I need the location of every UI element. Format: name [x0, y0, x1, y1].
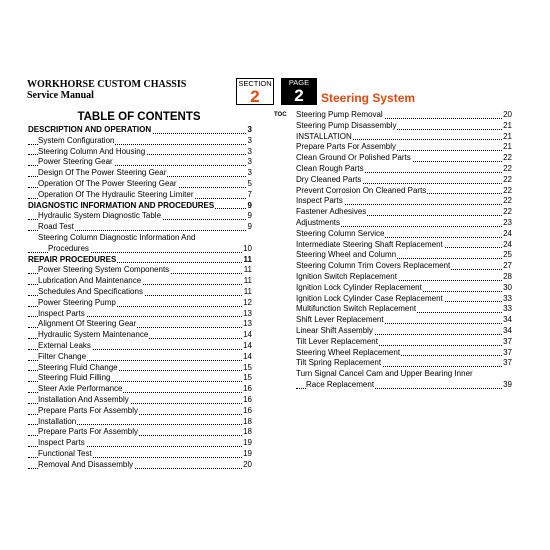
- toc-entry-title: Steering Column Diagnostic Information And: [38, 232, 196, 242]
- toc-entry-page: 22: [503, 163, 512, 173]
- toc-entry-page: 21: [503, 142, 512, 152]
- toc-entry-title: Inspect Parts: [296, 196, 343, 206]
- toc-entry-page: 14: [243, 330, 252, 340]
- toc-entry[interactable]: [296, 196, 512, 207]
- toc-entry[interactable]: [296, 283, 512, 294]
- toc-entry-page: 37: [503, 347, 512, 357]
- toc-entry-page: 33: [503, 293, 512, 303]
- toc-entry[interactable]: [296, 153, 512, 164]
- toc-entry-title: Inspect Parts: [38, 438, 85, 448]
- toc-entry-title: Operation Of The Hydraulic Steering Limiter: [38, 189, 194, 199]
- toc-entry-title: Linear Shift Assembly: [296, 325, 373, 335]
- toc-entry[interactable]: [28, 309, 252, 320]
- toc-entry[interactable]: [28, 233, 252, 244]
- toc-entry-title: Clean Ground Or Polished Parts: [296, 153, 411, 163]
- toc-entry[interactable]: [296, 348, 512, 359]
- toc-entry[interactable]: [296, 380, 512, 391]
- toc-entry[interactable]: [296, 218, 512, 229]
- page-label: PAGE: [288, 78, 310, 87]
- toc-entry[interactable]: [28, 460, 252, 471]
- toc-entry-title: Tilt Spring Replacement: [296, 358, 382, 368]
- toc-entry-page: 34: [503, 325, 512, 335]
- toc-entry-title: Prepare Parts For Assembly: [296, 142, 397, 152]
- toc-entry[interactable]: [296, 175, 512, 186]
- toc-entry[interactable]: [296, 186, 512, 197]
- toc-entry-title: Prevent Corrosion On Cleaned Parts: [296, 185, 427, 195]
- page-indicator: [281, 78, 317, 105]
- toc-entry[interactable]: [28, 157, 252, 168]
- toc-entry-page: 16: [243, 384, 252, 394]
- toc-entry[interactable]: [28, 417, 252, 428]
- toc-entry-page: 5: [247, 178, 252, 188]
- toc-entry[interactable]: [28, 244, 252, 255]
- toc-entry[interactable]: [296, 132, 512, 143]
- toc-entry-title: Steering Pump Disassembly: [296, 120, 397, 130]
- toc-entry[interactable]: [28, 341, 252, 352]
- toc-entry-title: Installation: [38, 416, 77, 426]
- toc-entry[interactable]: [296, 121, 512, 132]
- toc-entry-page: 14: [243, 340, 252, 350]
- toc-entry[interactable]: [28, 395, 252, 406]
- toc-entry[interactable]: [296, 164, 512, 175]
- toc-entry-page: 16: [243, 394, 252, 404]
- toc-entry[interactable]: [296, 110, 512, 121]
- toc-entry-page: 22: [503, 196, 512, 206]
- toc-entry-page: 11: [243, 276, 252, 286]
- toc-entry-title: Clean Rough Parts: [296, 163, 364, 173]
- toc-entry-title: Tilt Lever Replacement: [296, 336, 378, 346]
- manual-name: Service Manual: [27, 90, 94, 101]
- toc-entry[interactable]: [28, 125, 252, 136]
- toc-entry-title: Filter Change: [38, 351, 87, 361]
- toc-entry-title: Road Test: [38, 222, 74, 232]
- toc-entry-page: 37: [503, 336, 512, 346]
- toc-entry-title: Power Steering System Components: [38, 265, 170, 275]
- toc-entry-page: 25: [503, 250, 512, 260]
- toc-tag: TOC: [274, 112, 287, 118]
- toc-left-column: [28, 125, 252, 471]
- toc-entry-title: Lubrication And Maintenance: [38, 276, 142, 286]
- toc-entry-page: 22: [503, 185, 512, 195]
- toc-entry-title: Inspect Parts: [38, 308, 85, 318]
- toc-entry[interactable]: [28, 298, 252, 309]
- toc-entry-title: Prepare Parts For Assembly: [38, 405, 139, 415]
- toc-entry-page: 13: [243, 308, 252, 318]
- toc-entry-page: 11: [243, 254, 252, 264]
- toc-entry[interactable]: [296, 272, 512, 283]
- toc-entry[interactable]: [296, 358, 512, 369]
- toc-entry-title: Ignition Switch Replacement: [296, 271, 397, 281]
- toc-entry-title: Steering Wheel and Column: [296, 250, 397, 260]
- toc-entry-page: 33: [503, 304, 512, 314]
- toc-entry-page: 12: [243, 297, 252, 307]
- toc-entry[interactable]: [28, 136, 252, 147]
- toc-entry-title: Hydraulic System Diagnostic Table: [38, 211, 162, 221]
- toc-entry-title: Fastener Adhesives: [296, 207, 367, 217]
- toc-entry-title: Ignition Lock Cylinder Replacement: [296, 282, 422, 292]
- toc-entry[interactable]: [296, 142, 512, 153]
- toc-entry[interactable]: [28, 406, 252, 417]
- section-label: SECTION: [238, 79, 272, 88]
- toc-entry-title: Operation Of The Power Steering Gear: [38, 178, 177, 188]
- toc-entry-title: Alignment Of Steering Gear: [38, 319, 137, 329]
- company-name: WORKHORSE CUSTOM CHASSIS: [27, 79, 187, 90]
- toc-entry[interactable]: [296, 229, 512, 240]
- toc-entry-page: 11: [243, 265, 252, 275]
- toc-entry-title: DIAGNOSTIC INFORMATION AND PROCEDURES: [28, 200, 215, 210]
- toc-entry-title: Functional Test: [38, 448, 92, 458]
- toc-entry-title: System Configuration: [38, 135, 115, 145]
- toc-entry[interactable]: [296, 315, 512, 326]
- toc-entry-page: 22: [503, 174, 512, 184]
- toc-title: TABLE OF CONTENTS: [77, 111, 201, 123]
- toc-entry[interactable]: [296, 369, 512, 380]
- toc-entry[interactable]: [28, 147, 252, 158]
- toc-entry-title: Steer Axle Performance: [38, 384, 123, 394]
- toc-entry-page: 24: [503, 228, 512, 238]
- toc-entry-title: INSTALLATION: [296, 131, 352, 141]
- toc-entry-page: 9: [247, 211, 252, 221]
- toc-entry-title: Schedules And Specifications: [38, 286, 143, 296]
- toc-entry[interactable]: [296, 326, 512, 337]
- toc-entry-page: 9: [247, 200, 252, 210]
- toc-entry-page: 14: [243, 351, 252, 361]
- manual-header: [27, 79, 186, 101]
- toc-entry-title: Design Of The Power Steering Gear: [38, 168, 167, 178]
- toc-entry-title: Ignition Lock Cylinder Case Replacement: [296, 293, 443, 303]
- toc-entry-page: 23: [503, 217, 512, 227]
- toc-entry-page: 18: [243, 427, 252, 437]
- toc-entry-page: 21: [503, 120, 512, 130]
- toc-entry[interactable]: [296, 250, 512, 261]
- toc-entry-page: 20: [503, 110, 512, 119]
- toc-entry-title: REPAIR PROCEDURES: [28, 254, 117, 264]
- toc-entry[interactable]: [28, 438, 252, 449]
- toc-entry-page: 11: [243, 286, 252, 296]
- toc-entry-page: 24: [503, 239, 512, 249]
- toc-entry-title: Steering Column Trim Covers Replacement: [296, 261, 451, 271]
- toc-entry[interactable]: [28, 373, 252, 384]
- toc-entry-title: DESCRIPTION AND OPERATION: [28, 125, 152, 134]
- toc-entry-title: Hydraulic System Maintenance: [38, 330, 149, 340]
- toc-entry[interactable]: [296, 304, 512, 315]
- toc-entry-page: 7: [247, 189, 252, 199]
- toc-entry[interactable]: [296, 207, 512, 218]
- toc-entry-page: 37: [503, 358, 512, 368]
- toc-entry-title: Power Steering Gear: [38, 157, 113, 167]
- toc-entry-title: Steering Fluid Change: [38, 362, 118, 372]
- toc-entry-title: Procedures: [48, 243, 89, 253]
- toc-entry[interactable]: [28, 330, 252, 341]
- toc-entry[interactable]: [28, 222, 252, 233]
- toc-entry-page: 30: [503, 282, 512, 292]
- toc-entry-page: 34: [503, 315, 512, 325]
- toc-entry-title: Dry Cleaned Parts: [296, 174, 362, 184]
- toc-entry[interactable]: [28, 179, 252, 190]
- toc-entry-page: 22: [503, 207, 512, 217]
- toc-entry-title: Multifunction Switch Replacement: [296, 304, 417, 314]
- toc-entry-page: 3: [247, 168, 252, 178]
- toc-entry-title: Steering Column Service: [296, 228, 385, 238]
- toc-entry[interactable]: [28, 201, 252, 212]
- toc-entry-page: 19: [243, 448, 252, 458]
- chapter-title: Steering System: [321, 91, 416, 105]
- toc-entry-page: 19: [243, 438, 252, 448]
- toc-entry[interactable]: [28, 449, 252, 460]
- toc-entry-page: 15: [243, 362, 252, 372]
- section-indicator: [236, 78, 274, 105]
- toc-entry[interactable]: [296, 240, 512, 251]
- toc-entry[interactable]: [28, 168, 252, 179]
- toc-entry-title: Steering Wheel Replacement: [296, 347, 401, 357]
- toc-entry-title: Removal And Disassembly: [38, 459, 134, 469]
- toc-entry-title: Prepare Parts For Assembly: [38, 427, 139, 437]
- toc-entry-title: Adjustments: [296, 217, 341, 227]
- toc-entry-title: Steering Fluid Filling: [38, 373, 111, 383]
- toc-entry-title: Power Steering Pump: [38, 297, 116, 307]
- toc-entry[interactable]: [28, 427, 252, 438]
- toc-entry-title: Steering Pump Removal: [296, 110, 383, 119]
- toc-entry-page: 3: [247, 157, 252, 167]
- toc-entry-title: Intermediate Steering Shaft Replacement: [296, 239, 443, 249]
- toc-entry-page: 27: [503, 261, 512, 271]
- toc-entry-title: Race Replacement: [306, 379, 375, 389]
- toc-entry[interactable]: [28, 265, 252, 276]
- section-number: 2: [250, 87, 260, 106]
- toc-entry[interactable]: [296, 261, 512, 272]
- toc-entry-title: Steering Column And Housing: [38, 146, 146, 156]
- toc-entry-page: 22: [503, 153, 512, 163]
- toc-entry-page: 15: [243, 373, 252, 383]
- toc-entry-page: 3: [247, 146, 252, 156]
- toc-entry[interactable]: [28, 363, 252, 374]
- toc-entry-page: 10: [243, 243, 252, 253]
- toc-entry-title: External Leaks: [38, 340, 91, 350]
- toc-entry-page: 20: [243, 459, 252, 469]
- toc-entry[interactable]: [28, 287, 252, 298]
- toc-entry[interactable]: [28, 190, 252, 201]
- toc-entry-page: 3: [247, 125, 252, 134]
- toc-entry-page: 28: [503, 271, 512, 281]
- toc-entry[interactable]: [28, 384, 252, 395]
- toc-entry[interactable]: [296, 294, 512, 305]
- toc-right-column: [296, 110, 512, 391]
- toc-entry[interactable]: [28, 352, 252, 363]
- toc-entry-page: 39: [503, 379, 512, 389]
- toc-entry-title: Shift Lever Replacement: [296, 315, 384, 325]
- toc-entry-page: 21: [503, 131, 512, 141]
- toc-entry-title: Turn Signal Cancel Cam and Upper Bearing Inner: [296, 369, 473, 379]
- toc-entry[interactable]: [28, 255, 252, 266]
- toc-entry[interactable]: [28, 211, 252, 222]
- toc-entry-page: 16: [243, 405, 252, 415]
- toc-entry-page: 13: [243, 319, 252, 329]
- toc-entry[interactable]: [28, 319, 252, 330]
- toc-entry-page: 18: [243, 416, 252, 426]
- toc-entry-page: 3: [247, 135, 252, 145]
- page-number: 2: [294, 86, 304, 105]
- toc-entry[interactable]: [28, 276, 252, 287]
- toc-entry-title: Installation And Assembly: [38, 394, 129, 404]
- toc-entry-page: 9: [247, 222, 252, 232]
- toc-entry[interactable]: [296, 337, 512, 348]
